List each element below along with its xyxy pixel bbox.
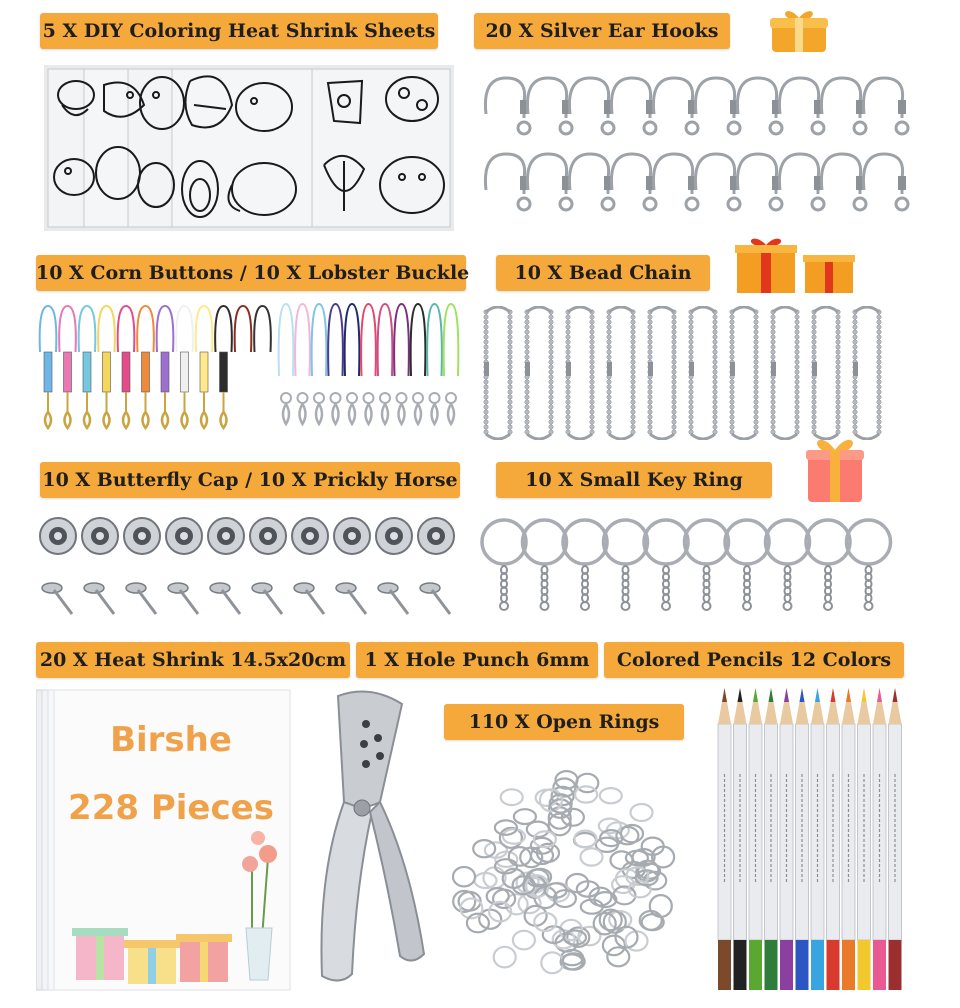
- label-heat-shrink-sheets: 5 X DIY Coloring Heat Shrink Sheets: [40, 13, 438, 49]
- ear-hooks-image: [470, 70, 910, 230]
- butterfly-caps-image: [36, 510, 466, 626]
- label-butterfly-cap-prickly-horse: 10 X Butterfly Cap / 10 X Prickly Horse: [40, 462, 460, 498]
- open-rings-image: [446, 760, 682, 992]
- label-open-rings: 110 X Open Rings: [444, 704, 684, 740]
- label-corn-buttons-lobster-buckle: 10 X Corn Buttons / 10 X Lobster Buckle: [36, 255, 466, 291]
- phone-straps-image: [36, 300, 466, 442]
- label-bead-chain: 10 X Bead Chain: [496, 255, 710, 291]
- gift-box-icon: [800, 430, 870, 506]
- gift-box-icon: [733, 233, 857, 295]
- label-small-key-ring: 10 X Small Key Ring: [496, 462, 772, 498]
- label-colored-pencils: Colored Pencils 12 Colors: [604, 642, 904, 678]
- bead-chains-image: [480, 306, 900, 440]
- key-rings-image: [476, 512, 896, 612]
- label-hole-punch: 1 X Hole Punch 6mm: [356, 642, 598, 678]
- package-brand: Birshe: [110, 720, 232, 760]
- colored-pencils-image: [712, 684, 912, 994]
- package-piece-count: 228 Pieces: [68, 788, 274, 828]
- label-heat-shrink-paper: 20 X Heat Shrink 14.5x20cm: [36, 642, 350, 678]
- label-silver-ear-hooks: 20 X Silver Ear Hooks: [474, 13, 730, 49]
- hole-punch-image: [300, 684, 450, 994]
- gift-box-icon: [766, 6, 832, 56]
- heat-shrink-sheets-image: [44, 65, 454, 231]
